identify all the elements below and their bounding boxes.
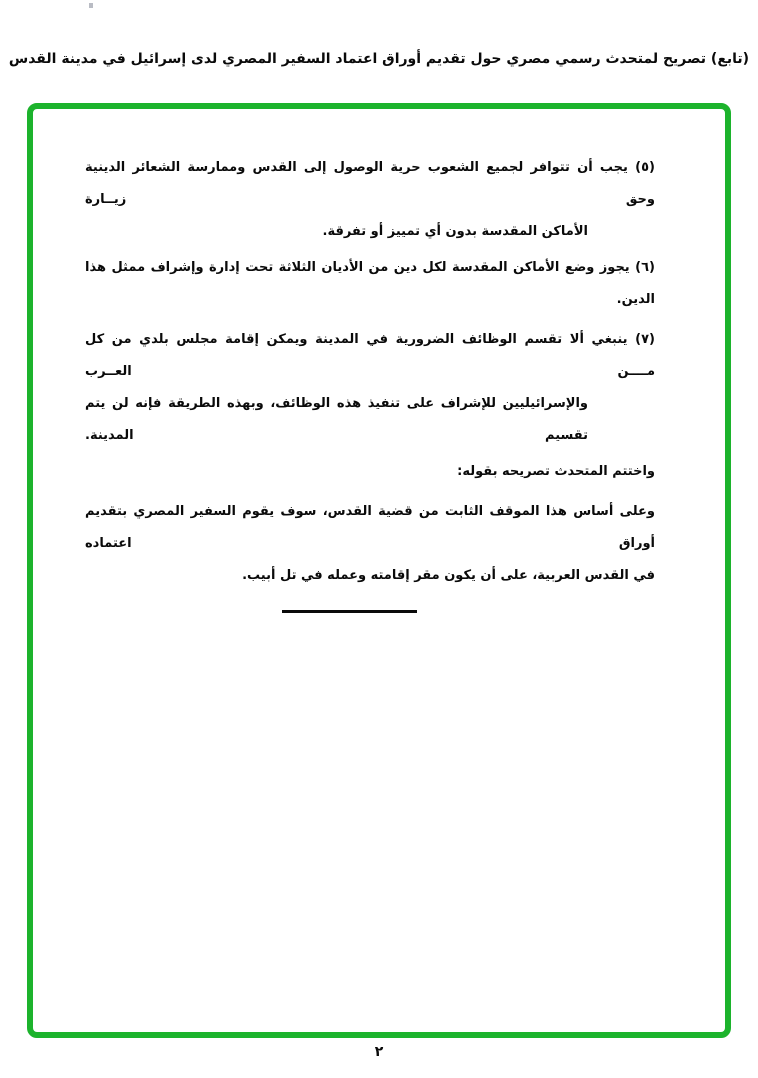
closing-intro-paragraph [85,456,655,488]
scan-artifact-speck [89,3,93,8]
paragraph-item-7 [85,324,655,452]
paragraph-7-line-1: (٧) ينبغي ألا تقسم الوظائف الضرورية في المدينة ويمكن إقامة مجلس بلدي من كل مــــن العــرب [85,332,655,379]
document-body [33,109,725,1032]
closing-statement-line-1: وعلى أساس هذا الموقف الثابت من قضية القدس، سوف يقوم السفير المصري بتقديم أوراق اعتماده [85,504,655,551]
paragraph-5-line-1: (٥) يجب أن تتوافر لجميع الشعوب حرية الوصول إلى القدس وممارسة الشعائر الدينية وحق زيــارة [85,160,655,207]
paragraph-6-line-1: (٦) يجوز وضع الأماكن المقدسة لكل دين من الأديان الثلاثة تحت إدارة وإشراف ممثل هذا الدين. [85,260,655,307]
paragraph-item-5 [85,152,655,248]
paragraph-5-line-2: الأماكن المقدسة بدون أي تمييز أو تفرقة. [322,224,588,239]
closing-intro-line: واختتم المتحدث تصريحه بقوله: [457,464,655,479]
closing-statement-line-2: في القدس العربية، على أن يكون مقر إقامته وعمله في تل أبيب. [242,568,655,583]
paragraph-item-6 [85,252,655,316]
closing-statement-paragraph [85,496,655,592]
paragraph-7-line-2: والإسرائيليين للإشراف على تنفيذ هذه الوظائف، وبهذه الطريقة فإنه لن يتم تقسيم المدينة. [85,396,588,443]
page-number: ٢ [374,1044,384,1060]
content-border-box [27,103,731,1038]
document-header-title: (تابع) تصريح لمتحدث رسمي مصري حول تقديم أوراق اعتماد السفير المصري لدى إسرائيل في مدينة القدس [8,51,750,67]
end-of-text-divider [282,610,417,613]
